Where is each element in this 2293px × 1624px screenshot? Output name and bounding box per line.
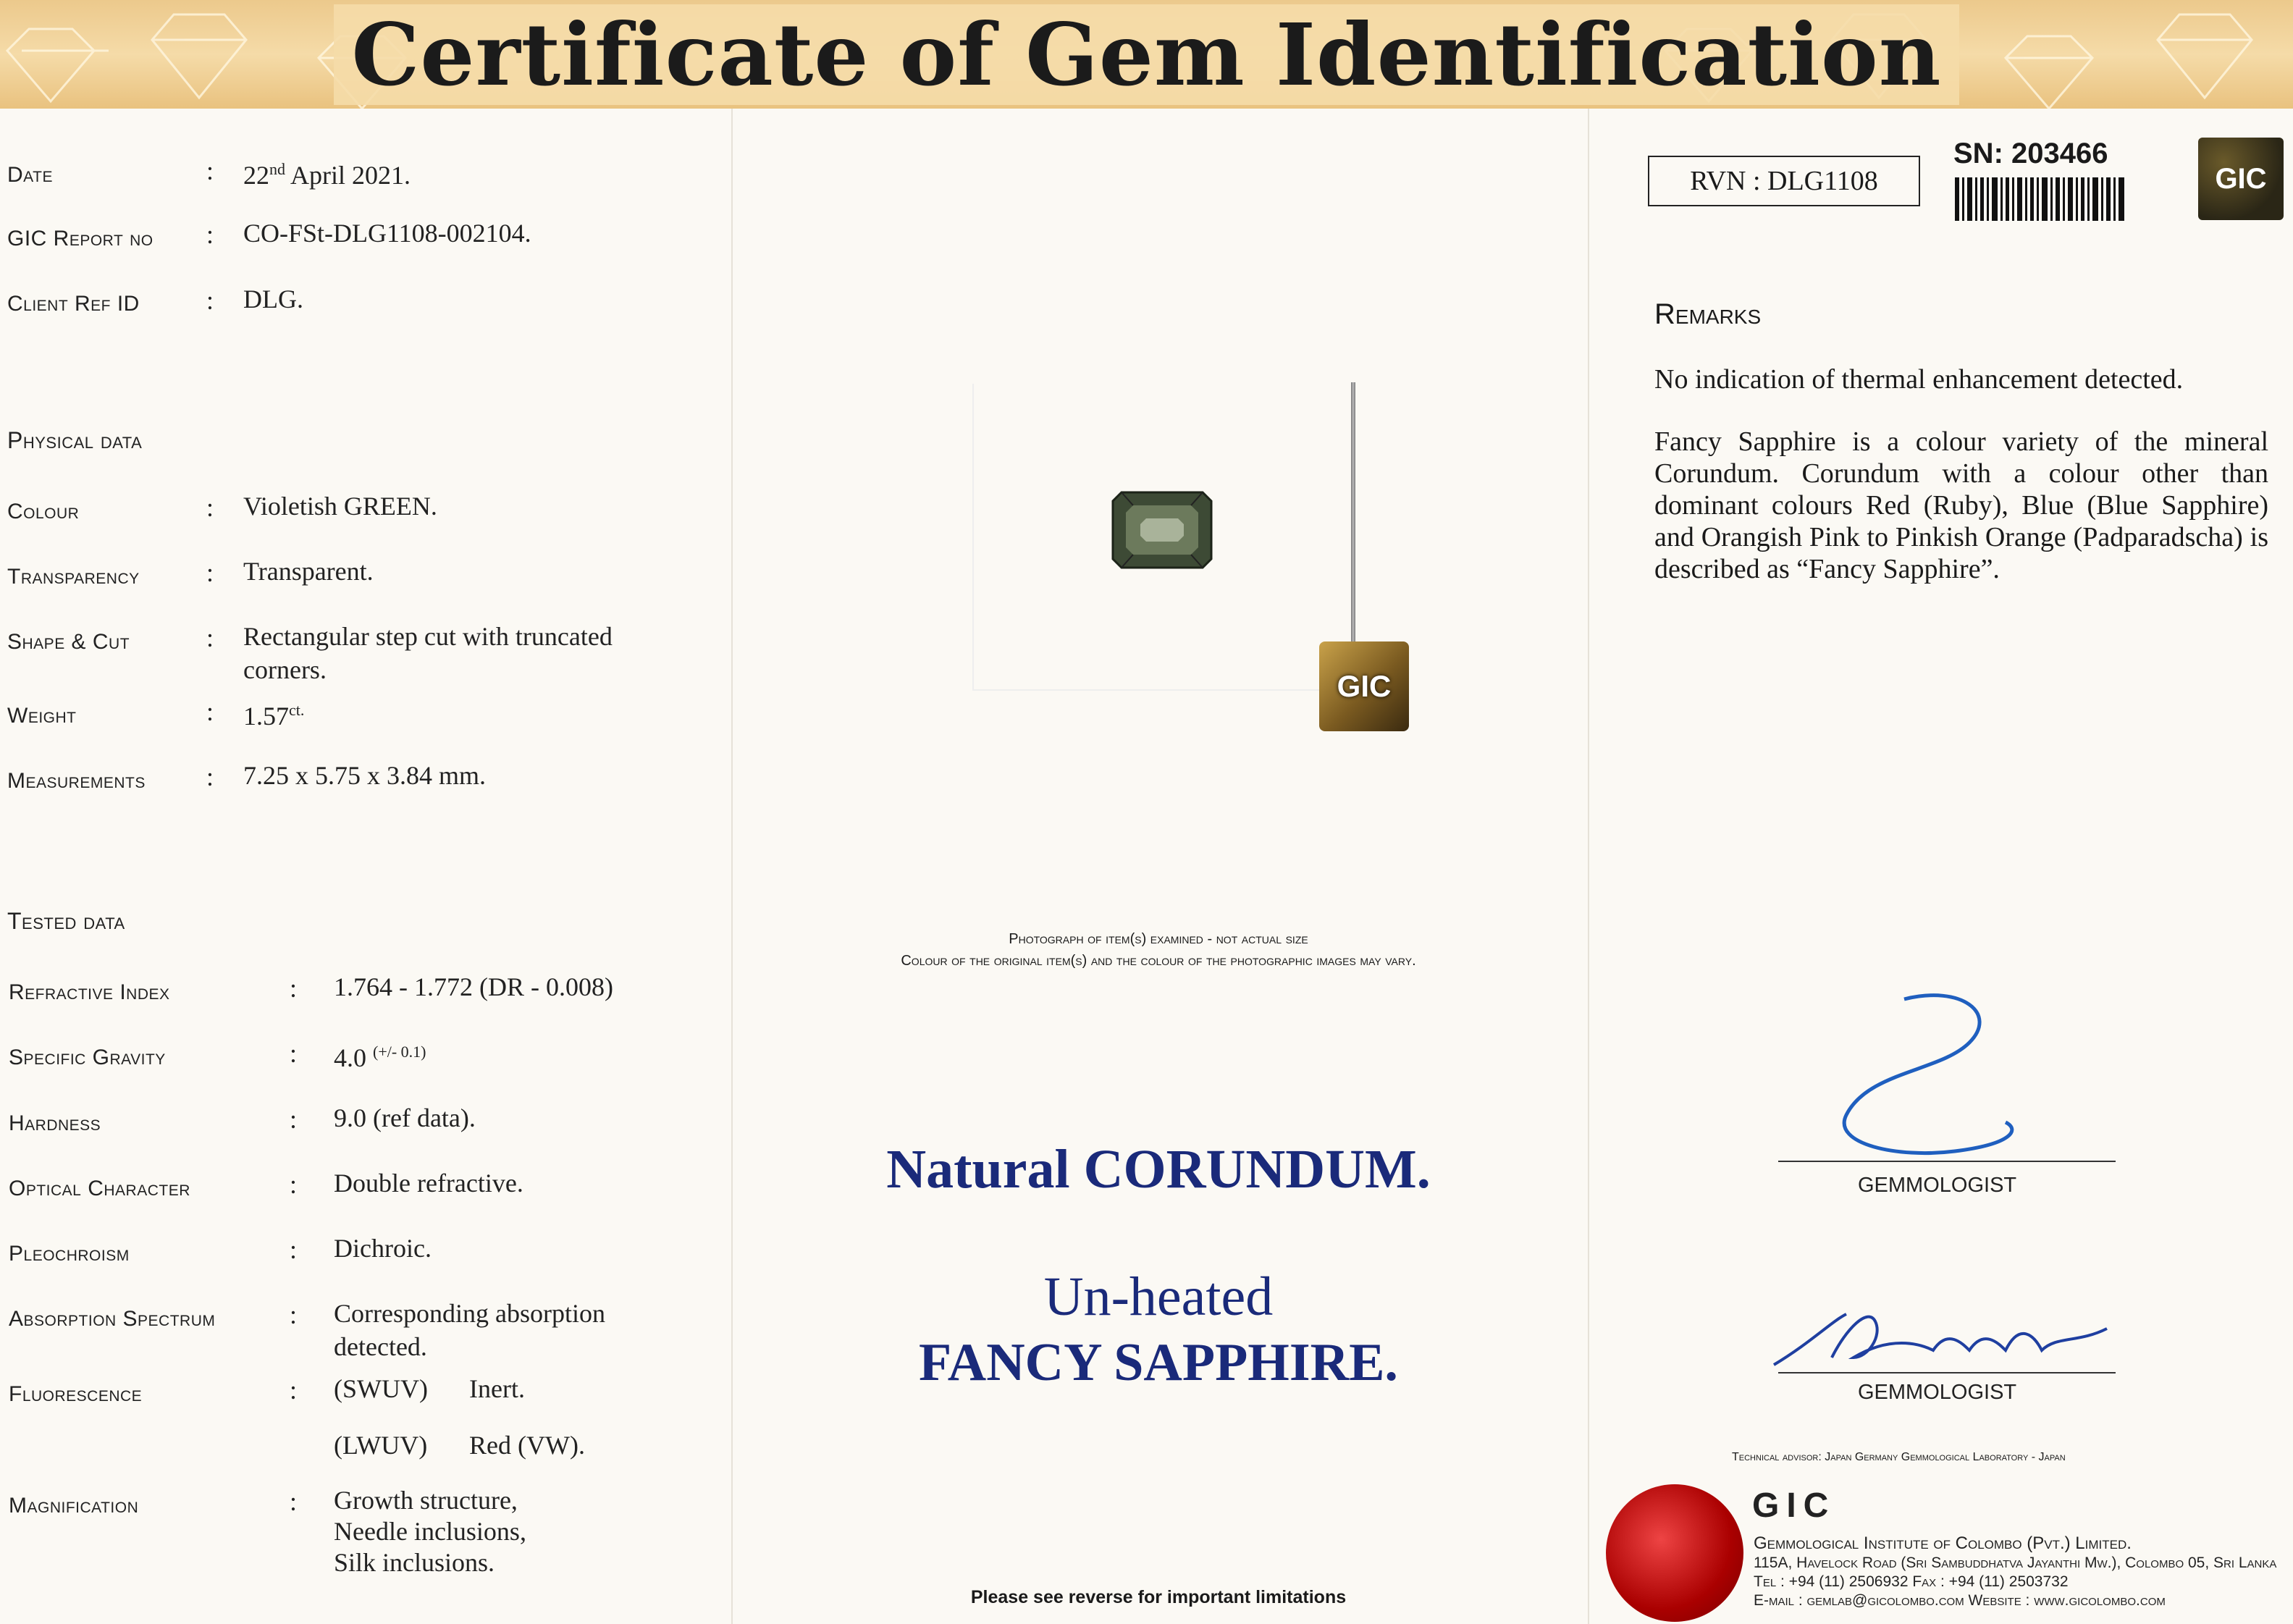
absorption-value-cont: detected.	[334, 1332, 427, 1361]
photo-note-line-2: Colour of the original item(s) and the colour of the photographic images may vary.	[901, 953, 1416, 969]
gemmologist-label-1: GEMMOLOGIST	[1858, 1174, 2017, 1197]
remark-fancy-sapphire: Fancy Sapphire is a colour variety of the mineral Corundum. Corundum with a colour other than dominant colours Red (Ruby), Blue (Blue Sapphire) and Orangish Pink to Pinkish Orange (Padparadscha) is described as “Fancy Sapphire”.	[1654, 426, 2268, 584]
gic-logo: GIC	[2198, 138, 2284, 220]
institute-name: Gemmological Institute of Colombo (Pvt.) Limited.	[1754, 1533, 2132, 1553]
hardness-label: Hardness	[9, 1111, 101, 1135]
signature-line	[1778, 1372, 2116, 1373]
hardness-value: 9.0 (ref data).	[334, 1103, 476, 1132]
colon: :	[206, 558, 214, 587]
conclusion-species: Natural CORUNDUM.	[886, 1139, 1431, 1200]
lwuv-label: (LWUV)	[334, 1431, 428, 1460]
phone-fax: Tel : +94 (11) 2506932 Fax : +94 (11) 2503732	[1754, 1573, 2069, 1590]
lwuv-value: Red (VW).	[469, 1431, 585, 1460]
specific-gravity-value: 4.0 $^{(+/- 0.1)}$	[334, 1043, 426, 1072]
client-label: Client Ref ID	[7, 292, 140, 316]
gic-hologram-tag: GIC	[1319, 641, 1409, 731]
client-value: DLG.	[243, 285, 303, 314]
colon: :	[206, 220, 214, 249]
colon: :	[290, 1170, 298, 1199]
date-value: 22nd April 2021.	[243, 160, 411, 190]
measurements-label: Measurements	[7, 769, 146, 793]
colour-value: Violetish GREEN.	[243, 492, 437, 521]
colon: :	[206, 156, 214, 185]
barcode	[1955, 177, 2126, 221]
report-value: CO-FSt-DLG1108-002104.	[243, 219, 531, 248]
gemmologist-signature-2	[1767, 1300, 2143, 1379]
conclusion-treatment: Un-heated	[1043, 1266, 1274, 1327]
swuv-value: Inert.	[469, 1374, 525, 1403]
colon: :	[290, 1039, 298, 1068]
panel-divider	[1588, 109, 1589, 1624]
magnification-label: Magnification	[9, 1494, 139, 1518]
email-website: E-mail : gemlab@gicolombo.com Website : www.gicolombo.com	[1754, 1592, 2166, 1609]
address: 115A, Havelock Road (Sri Sambuddhatva Jayanthi Mw.), Colombo 05, Sri Lanka	[1754, 1554, 2277, 1571]
refractive-index-label: Refractive Index	[9, 980, 170, 1004]
optical-character-label: Optical Character	[9, 1177, 190, 1200]
colon: :	[290, 1487, 298, 1516]
magnification-value-1: Growth structure,	[334, 1486, 518, 1515]
tested-data-title: Tested data	[7, 908, 125, 934]
pleochroism-value: Dichroic.	[334, 1234, 432, 1263]
colon: :	[290, 1235, 298, 1264]
report-label: GIC Report no	[7, 227, 153, 251]
pleochroism-label: Pleochroism	[9, 1242, 130, 1266]
magnification-value-2: Needle inclusions,	[334, 1517, 526, 1546]
magnification-value-3: Silk inclusions.	[334, 1548, 495, 1577]
colon: :	[206, 697, 214, 726]
certificate-title: Certificate of Gem Identification	[0, 0, 2293, 109]
date-label: Date	[7, 163, 53, 187]
signature-line	[1778, 1161, 2116, 1162]
certificate-header	[0, 0, 2293, 109]
weight-value: $1.57^{ct.}$	[243, 701, 305, 731]
shape-value: Rectangular step cut with truncated	[243, 622, 613, 651]
colon: :	[290, 1105, 298, 1134]
remark-thermal: No indication of thermal enhancement detected.	[1654, 364, 2184, 395]
remarks-title: Remarks	[1654, 298, 1762, 330]
photo-note-line-1: Photograph of item(s) examined - not actual size	[1009, 931, 1308, 947]
transparency-value: Transparent.	[243, 557, 374, 586]
panel-divider	[731, 109, 733, 1624]
transparency-label: Transparency	[7, 565, 140, 589]
colon: :	[206, 762, 214, 791]
wax-seal	[1606, 1484, 1743, 1622]
rvn-box: RVN : DLG1108	[1648, 156, 1920, 206]
gemmologist-signature-1	[1825, 985, 2042, 1166]
shape-label: Shape & Cut	[7, 630, 130, 654]
measurements-value: 7.25 x 5.75 x 3.84 mm.	[243, 761, 487, 790]
colon: :	[206, 623, 214, 652]
refractive-index-value: 1.764 - 1.772 (DR - 0.008)	[334, 972, 613, 1001]
pointer-pin	[1351, 382, 1355, 647]
colour-label: Colour	[7, 500, 80, 523]
swuv-label: (SWUV)	[334, 1374, 428, 1403]
colon: :	[290, 1300, 298, 1329]
colon: :	[206, 286, 214, 315]
specific-gravity-label: Specific Gravity	[9, 1045, 166, 1069]
absorption-value: Corresponding absorption	[334, 1299, 605, 1328]
colon: :	[290, 1376, 298, 1405]
colon: :	[290, 974, 298, 1003]
optical-character-value: Double refractive.	[334, 1169, 523, 1198]
technical-advisor: Technical advisor: Japan Germany Gemmological Laboratory - Japan	[1732, 1451, 2066, 1463]
absorption-label: Absorption Spectrum	[9, 1307, 216, 1331]
fluorescence-label: Fluorescence	[9, 1382, 143, 1406]
gemmologist-label-2: GEMMOLOGIST	[1858, 1381, 2017, 1404]
photo-note	[760, 928, 1557, 972]
shape-value-cont: corners.	[243, 655, 327, 684]
colon: :	[206, 493, 214, 522]
limitations-footnote: Please see reverse for important limitations	[970, 1587, 1347, 1607]
gic-name: GIC	[1752, 1486, 1836, 1525]
physical-data-title: Physical data	[7, 427, 143, 453]
gemstone-photo	[1111, 491, 1213, 569]
serial-number: SN: 203466	[1953, 138, 2108, 169]
conclusion-variety: FANCY SAPPHIRE.	[919, 1333, 1398, 1392]
weight-label: Weight	[7, 704, 77, 728]
